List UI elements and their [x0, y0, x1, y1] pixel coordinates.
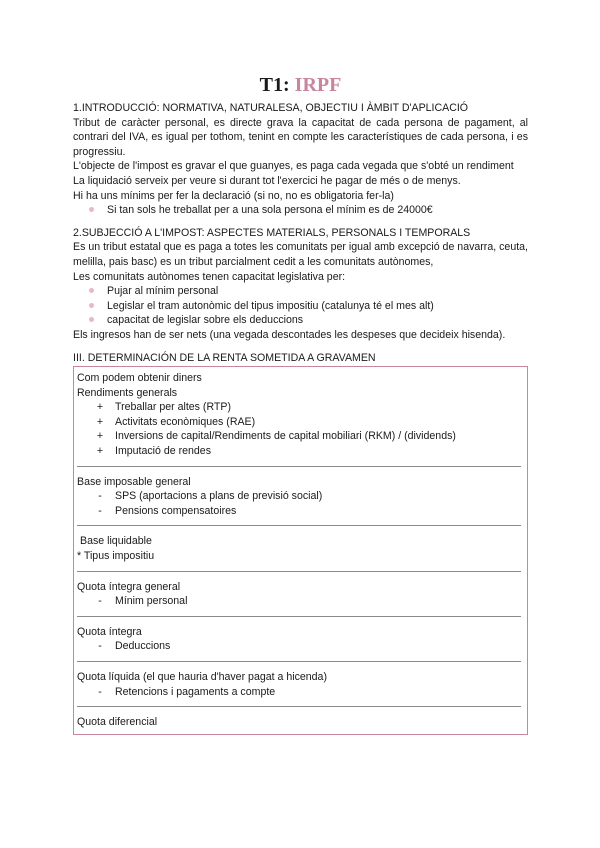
bullet-icon: [89, 207, 94, 212]
list-item: - Mínim personal: [94, 594, 521, 609]
page-title: [73, 73, 528, 97]
list-item: - Retencions i pagaments a compte: [94, 685, 521, 700]
section2-heading: 2.SUBJECCIÓ A L'IMPOST: ASPECTES MATERIALS, PERSONALS I TEMPORALS: [73, 226, 471, 239]
quota-liquida-list: [77, 685, 521, 700]
divider: [77, 706, 521, 707]
section2-bullet-list: [73, 284, 528, 328]
list-item: - Pensions compensatoires: [94, 504, 521, 519]
section1-paragraph: Tribut de caràcter personal, es directe grava la capacitat de cada persona de pagament, al contrari del IVA, es igual per tothom, tenint en compte les característiques de cada persona, i es progressiu.: [73, 116, 528, 158]
block-title: Quota líquida (el que hauria d'haver pagat a hicenda): [77, 671, 327, 683]
divider: [77, 661, 521, 662]
bullet-icon: [89, 288, 94, 293]
divider: [77, 571, 521, 572]
box-block-base-liquidable: [77, 533, 521, 564]
list-item: + Imputació de rendes: [94, 444, 521, 459]
section1-heading: 1.INTRODUCCIÓ: NORMATIVA, NATURALESA, OBJECTIU I ÀMBIT D'APLICACIÓ: [73, 102, 469, 114]
list-item: [87, 299, 528, 314]
box-block-quota-integra-general: [77, 579, 521, 610]
block-title: Base liquidable: [80, 535, 152, 548]
block-title: Quota diferencial: [77, 716, 158, 729]
section1-bullet-list: [73, 203, 528, 218]
list-item: - SPS (aportacions a plans de previsió social): [94, 489, 521, 504]
minus-icon: -: [98, 640, 102, 653]
section2-lead: Les comunitats autònomes tenen capacitat legislativa per:: [73, 270, 346, 283]
title-accent: IRPF: [294, 74, 342, 96]
plus-icon: +: [96, 445, 104, 458]
base-imposable-list: [77, 489, 521, 518]
list-item: + Treballar per altes (RTP): [94, 400, 521, 415]
list-item: + Activitats econòmiques (RAE): [94, 415, 521, 430]
list-item-text: Legislar el tram autonòmic del tipus impositiu (catalunya té el mes alt): [107, 299, 434, 312]
divider: [77, 466, 521, 467]
bullet-icon: [89, 303, 94, 308]
minus-icon: -: [98, 490, 102, 503]
quota-integra-general-list: [77, 594, 521, 609]
list-item-text: Pujar al mínim personal: [107, 285, 219, 298]
section2-closing: Els ingresos han de ser nets (una vegada descontades les despeses que decideix hisenda).: [73, 328, 506, 341]
renta-box: [73, 366, 528, 735]
divider: [77, 616, 521, 617]
box-block-quota-liquida: [77, 669, 521, 700]
block-title: Quota íntegra general: [77, 580, 181, 593]
list-item: [87, 313, 528, 328]
block-line: Com podem obtenir diners: [77, 372, 202, 385]
list-item: - Deduccions: [94, 639, 521, 654]
block-note: * Tipus impositiu: [77, 550, 155, 563]
minus-icon: -: [98, 595, 102, 608]
section1-paragraph: Hi ha uns mínims per fer la declaració (si no, no es obligatoria fer-la): [73, 189, 394, 202]
box-block-rendiments: [77, 370, 521, 460]
plus-icon: +: [96, 430, 104, 443]
minus-icon: -: [98, 504, 102, 517]
minus-icon: -: [98, 685, 102, 698]
section3-heading: III. DETERMINACIÓN DE LA RENTA SOMETIDA A GRAVAMEN: [73, 351, 376, 364]
rendiments-list: [77, 400, 521, 458]
list-item: [87, 284, 528, 299]
section2-intro: Es un tribut estatal que es paga a totes les comunitats per igual amb excepció de navarra, ceuta, melilla, pais basc) es un tribut parcialment cedit a les comunitats autònomes,: [73, 241, 528, 268]
box-block-quota-diferencial: [77, 714, 521, 731]
section1-paragraph: La liquidació serveix per veure si durant tot l'exercici he pagar de més o de menys.: [73, 174, 461, 187]
box-block-base-imposable: [77, 474, 521, 520]
title-prefix: T1:: [259, 74, 290, 96]
divider: [77, 525, 521, 526]
section1-paragraph: L'objecte de l'impost es gravar el que guanyes, es paga cada vegada que s'obté un rendiment: [73, 160, 514, 173]
list-item: + Inversions de capital/Rendiments de capital mobiliari (RKM) / (dividends): [94, 429, 521, 444]
block-title: Rendiments generals: [77, 386, 178, 399]
plus-icon: +: [96, 415, 104, 428]
box-block-quota-integra: [77, 624, 521, 655]
list-item-text: Si tan sols he treballat per a una sola persona el mínim es de 24000€: [107, 204, 433, 217]
block-title: Base imposable general: [77, 475, 191, 488]
plus-icon: +: [96, 401, 104, 414]
list-item-text: capacitat de legislar sobre els deduccions: [107, 314, 304, 327]
list-item: [87, 203, 528, 218]
bullet-icon: [89, 317, 94, 322]
quota-integra-list: [77, 639, 521, 654]
block-title: Quota íntegra: [77, 625, 142, 638]
document-page: [73, 73, 528, 735]
